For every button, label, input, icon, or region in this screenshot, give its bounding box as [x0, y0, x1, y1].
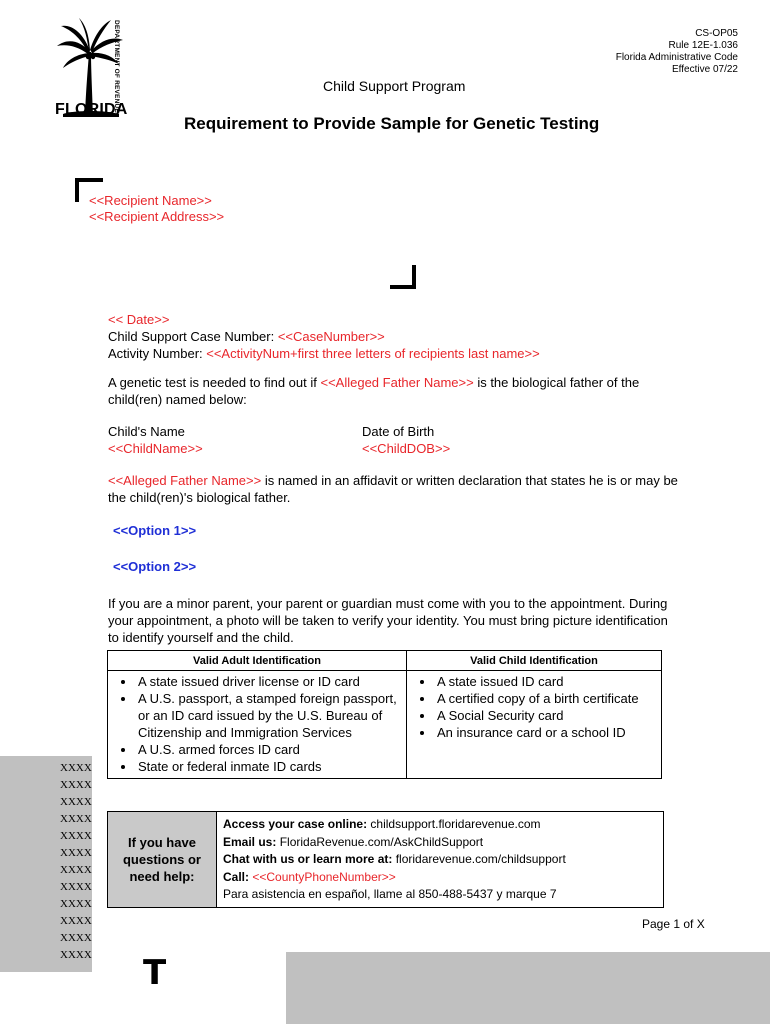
adult-id-list: [112, 673, 402, 775]
form-effective: Effective 07/22: [672, 64, 738, 75]
form-code-source: Florida Administrative Code: [615, 52, 738, 63]
page-number: Page 1 of X: [642, 917, 705, 931]
activity-number-value: <<ActivityNum+first three letters of recipients last name>>: [206, 346, 540, 361]
barcode-placeholder: XXXX: [60, 898, 92, 910]
help-box: [107, 811, 664, 908]
option-1: <<Option 1>>: [113, 523, 197, 538]
help-email-link[interactable]: FloridaRevenue.com/AskChildSupport: [276, 834, 484, 849]
help-call-value: <<CountyPhoneNumber>>: [249, 869, 396, 884]
adult-id-cell: [108, 671, 407, 779]
help-chat-label: Chat with us or learn more at:: [223, 852, 393, 866]
child-name-value: <<ChildName>>: [108, 441, 203, 456]
child-dob-value: <<ChildDOB>>: [362, 441, 451, 456]
list-item: • A U.S. passport, a stamped foreign passport, or an ID card issued by the U.S. Bureau of Citizenship and Immigration Services: [136, 690, 402, 741]
barcode-placeholder: XXXX: [60, 881, 92, 893]
case-number-line: [108, 328, 688, 345]
affidavit-paragraph: [108, 472, 688, 506]
form-code: CS-OP05: [695, 28, 738, 39]
affidavit-alleged-father: <<Alleged Father Name>>: [108, 473, 262, 488]
help-call-label: Call:: [223, 869, 250, 884]
identification-table: [107, 650, 662, 779]
case-number-label: Child Support Case Number:: [108, 329, 278, 344]
barcode-placeholder: XXXX: [60, 796, 92, 808]
barcode-placeholder: XXXX: [60, 762, 92, 774]
help-email-line: [223, 834, 566, 852]
help-details: [223, 816, 566, 904]
child-dob-label: Date of Birth: [362, 424, 435, 439]
intro-paragraph: [108, 374, 688, 408]
letter-date: << Date>>: [108, 312, 170, 327]
form-rule: Rule 12E-1.036: [668, 40, 738, 51]
barcode-placeholder: XXXX: [60, 813, 92, 825]
barcode-placeholder: XXXX: [60, 830, 92, 842]
barcode-placeholder: XXXX: [60, 949, 92, 961]
activity-number-label: Activity Number:: [108, 346, 207, 361]
recipient-block: [89, 193, 224, 225]
intro-alleged-father: <<Alleged Father Name>>: [320, 375, 474, 390]
help-chat-line: [223, 851, 566, 869]
affidavit-text: is named in an affidavit or written declaration that states he is or may be the child(ren)'s biological father.: [108, 473, 678, 505]
help-label: [108, 812, 217, 907]
fold-mark: T: [143, 953, 167, 993]
child-id-header: Valid Child Identification: [407, 651, 662, 671]
list-item: • An insurance card or a school ID: [435, 724, 657, 741]
option-2: <<Option 2>>: [113, 559, 197, 574]
list-item: • A certified copy of a birth certificate: [435, 690, 657, 707]
adult-id-header: Valid Adult Identification: [108, 651, 407, 671]
child-info: [108, 423, 508, 457]
logo-side-text: DEPARTMENT OF REVENUE: [113, 20, 120, 113]
mailing-strip: [286, 952, 770, 1024]
recipient-name: <<Recipient Name>>: [89, 193, 212, 208]
page-title: Requirement to Provide Sample for Genetic Testing: [184, 114, 600, 133]
recipient-address: <<Recipient Address>>: [89, 209, 225, 224]
barcode-placeholder: XXXX: [60, 864, 92, 876]
help-spanish-line: Para asistencia en español, llame al 850-488-5437 y marque 7: [223, 887, 557, 901]
help-access-link[interactable]: childsupport.floridarevenue.com: [367, 817, 541, 831]
barcode-placeholder: XXXX: [60, 779, 92, 791]
help-chat-link[interactable]: floridarevenue.com/childsupport: [392, 852, 566, 866]
case-number-value: <<CaseNumber>>: [277, 329, 385, 344]
help-call-line: [223, 869, 566, 887]
help-access-line: [223, 816, 566, 834]
activity-number-line: [108, 345, 688, 362]
child-dob: [362, 423, 450, 457]
window-corner-bottom-right: [390, 265, 416, 289]
barcode-placeholder-column: [60, 760, 92, 964]
child-name-label: Child's Name: [108, 424, 185, 439]
list-item: • State or federal inmate ID cards: [136, 758, 402, 775]
case-info: [108, 311, 688, 362]
program-name: Child Support Program: [323, 78, 466, 94]
list-item: • A U.S. armed forces ID card: [136, 741, 402, 758]
barcode-placeholder: XXXX: [60, 915, 92, 927]
form-info: [616, 28, 738, 76]
minor-parent-paragraph: If you are a minor parent, your parent or guardian must come with you to the appointment. During your appointment, a photo will be taken to verify your identity. You must bring picture identification to identify yourself and the child.: [108, 596, 668, 645]
barcode-placeholder: XXXX: [60, 847, 92, 859]
child-id-cell: [407, 671, 662, 779]
barcode-placeholder: XXXX: [60, 932, 92, 944]
help-email-label: Email us:: [223, 834, 277, 849]
help-label-text: If you have questions or need help:: [122, 835, 201, 884]
logo-wordmark: FLORIDA: [55, 101, 128, 118]
help-access-label: Access your case online:: [223, 817, 368, 831]
list-item: • A state issued driver license or ID card: [136, 673, 402, 690]
list-item: • A state issued ID card: [435, 673, 657, 690]
child-id-list: [411, 673, 657, 741]
intro-suffix: is the biological father of the child(ren) named below:: [108, 375, 640, 407]
list-item: • A Social Security card: [435, 707, 657, 724]
intro-prefix: A genetic test is needed to find out if: [108, 375, 321, 390]
